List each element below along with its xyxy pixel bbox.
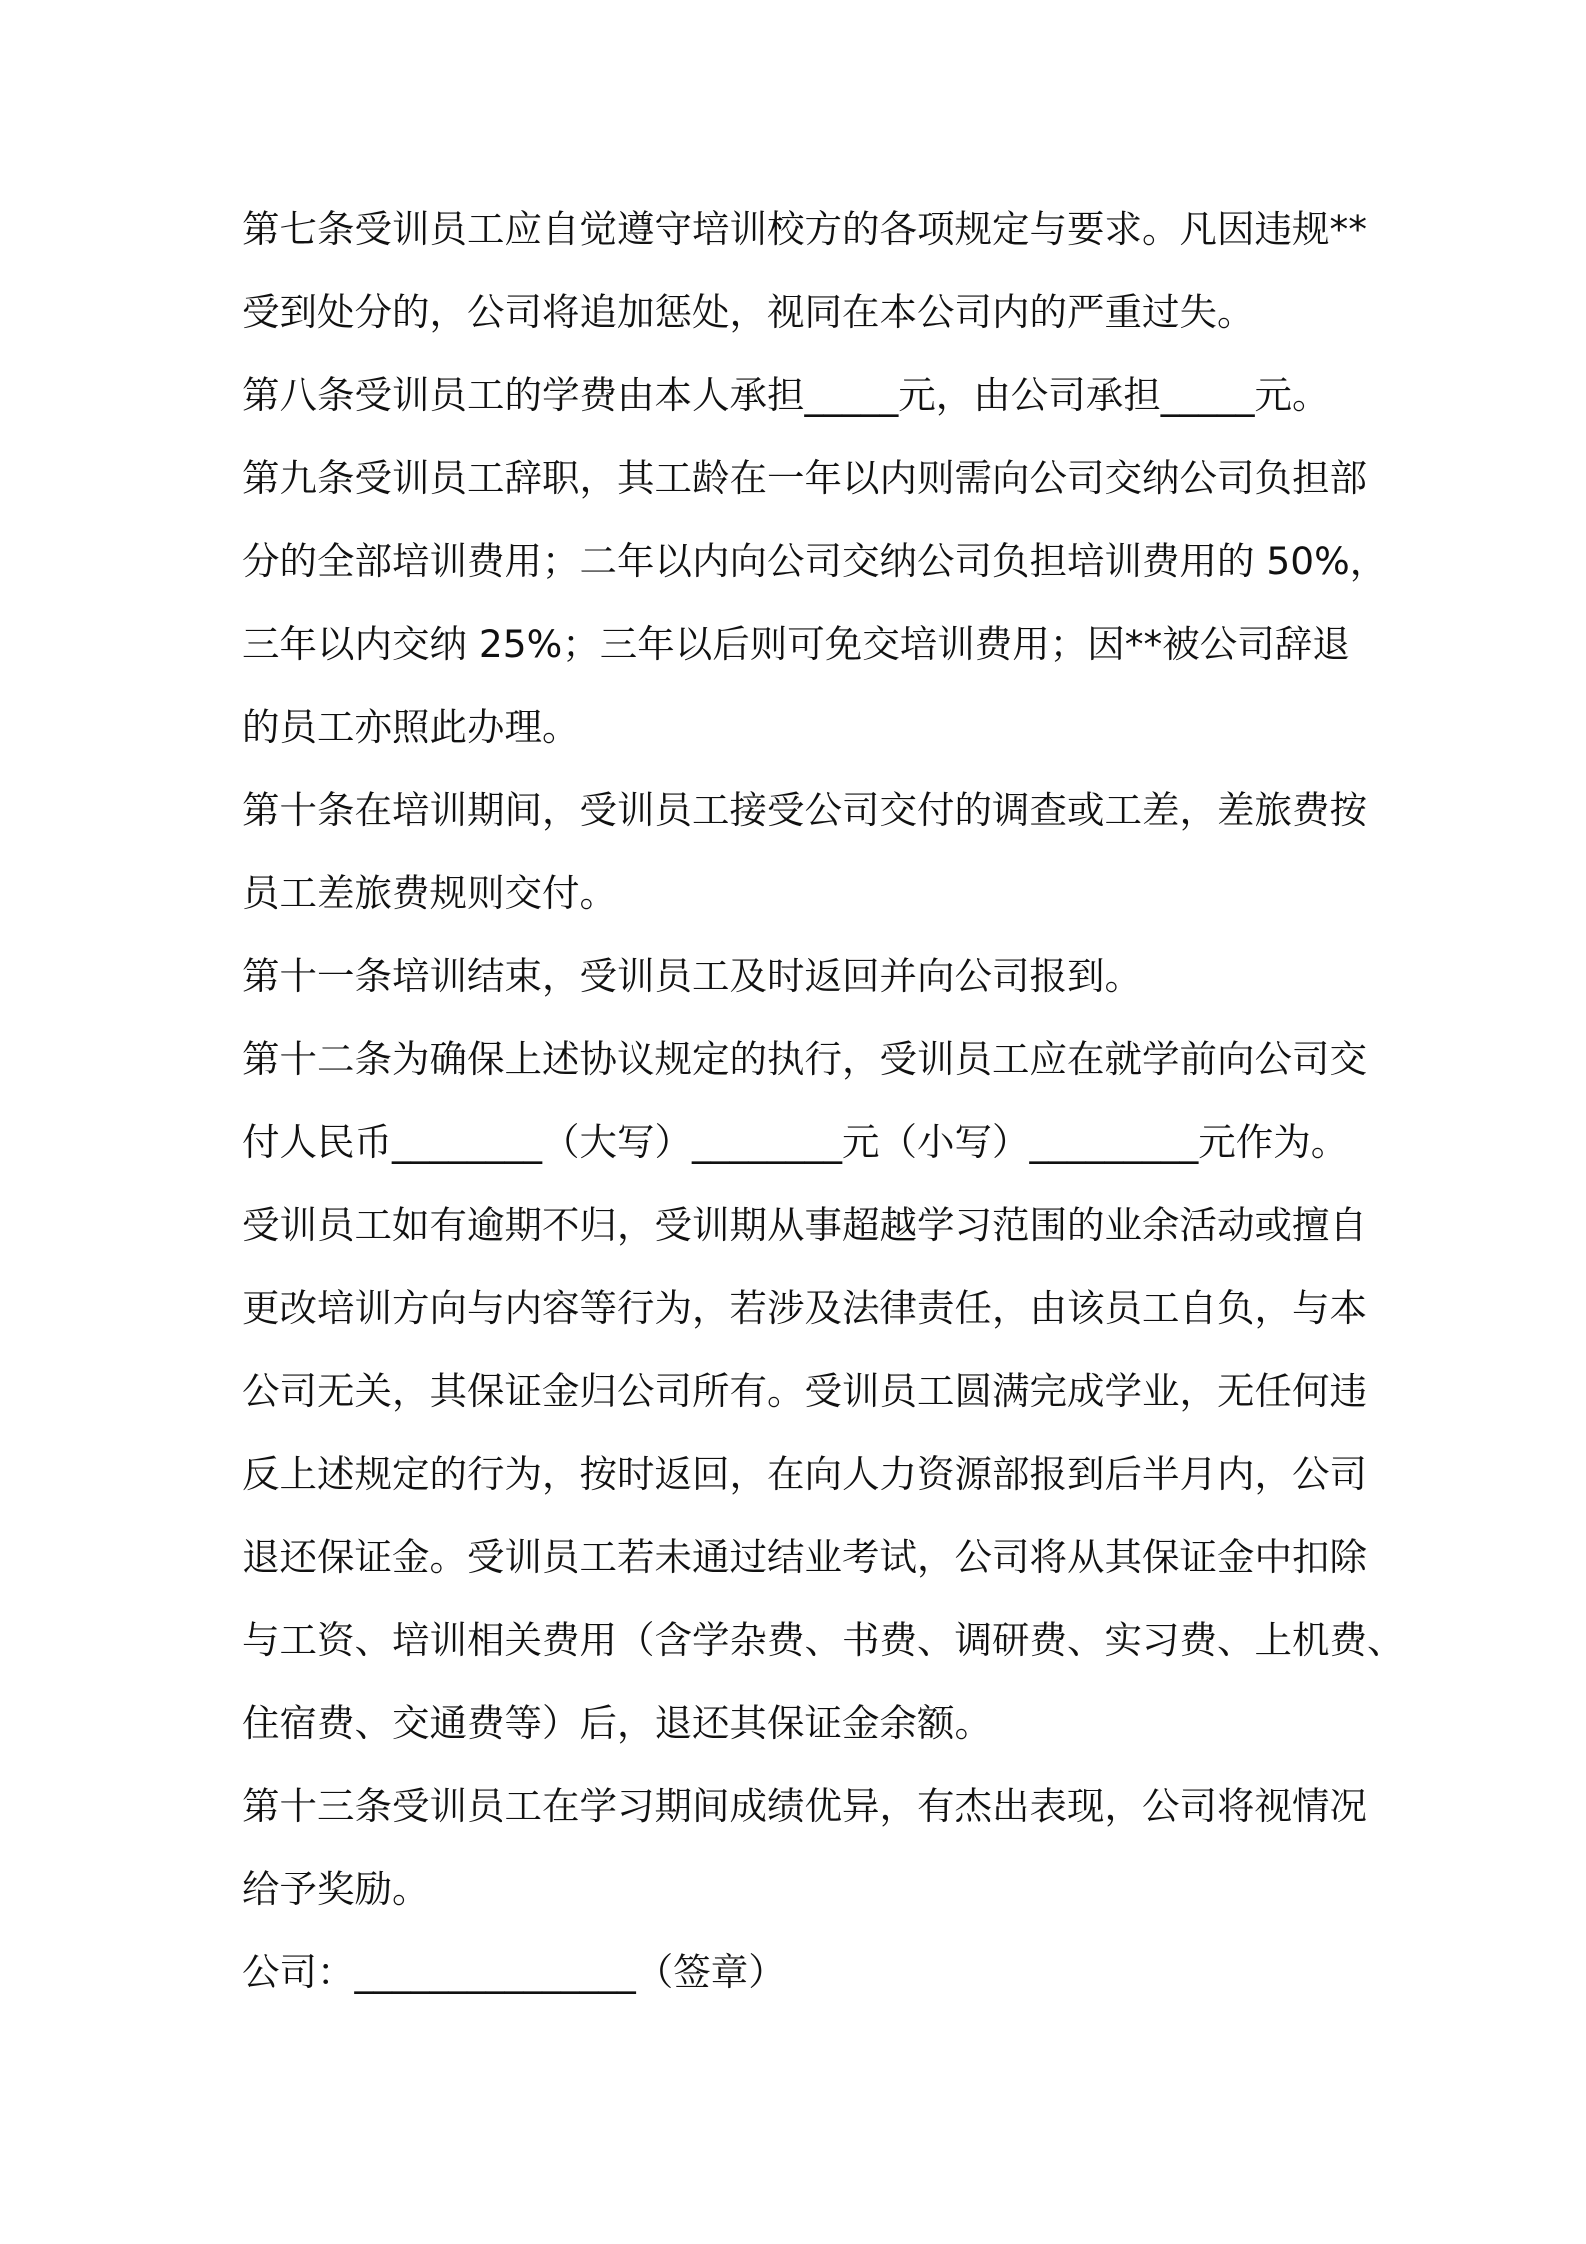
article-10-line-1: 第十条在培训期间，受训员工接受公司交付的调查或工差，差旅费按 [242,788,1367,832]
article-12-line-9: 住宿费、交通费等）后，退还其保证金余额。 [242,1701,992,1745]
article-9-line-1: 第九条受训员工辞职，其工龄在一年以内则需向公司交纳公司负担部 [242,456,1367,500]
article-7-line-1: 第七条受训员工应自觉遵守培训校方的各项规定与要求。凡因违规** [242,207,1367,251]
article-12-line-7: 退还保证金。受训员工若未通过结业考试，公司将从其保证金中扣除 [242,1535,1367,1579]
article-9-line-2: 分的全部培训费用；二年以内向公司交纳公司负担培训费用的 50%， [242,539,1388,583]
article-12-line-5: 公司无关，其保证金归公司所有。受训员工圆满完成学业，无任何违 [242,1369,1367,1413]
article-13-line-1: 第十三条受训员工在学习期间成绩优异，有杰出表现，公司将视情况 [242,1784,1367,1828]
article-13-line-2: 给予奖励。 [242,1867,430,1911]
company-signature-line: 公司：_______________（签章） [242,1950,786,1994]
article-10-line-2: 员工差旅费规则交付。 [242,871,617,915]
article-12-line-6: 反上述规定的行为，按时返回，在向人力资源部报到后半月内，公司 [242,1452,1367,1496]
article-8-line-1: 第八条受训员工的学费由本人承担_____元，由公司承担_____元。 [242,373,1330,417]
article-12-line-4: 更改培训方向与内容等行为，若涉及法律责任，由该员工自负，与本 [242,1286,1367,1330]
article-12-line-8: 与工资、培训相关费用（含学杂费、书费、调研费、实习费、上机费、 [242,1618,1405,1662]
article-12-line-2: 付人民币________（大写）________元（小写）_________元作为。 [242,1120,1349,1164]
article-9-line-3: 三年以内交纳 25%；三年以后则可免交培训费用；因**被公司辞退 [242,622,1350,666]
article-7-line-2: 受到处分的，公司将追加惩处，视同在本公司内的严重过失。 [242,290,1255,334]
article-9-line-4: 的员工亦照此办理。 [242,705,580,749]
article-12-line-1: 第十二条为确保上述协议规定的执行，受训员工应在就学前向公司交 [242,1037,1367,1081]
article-12-line-3: 受训员工如有逾期不归，受训期从事超越学习范围的业余活动或擅自 [242,1203,1367,1247]
article-11-line-1: 第十一条培训结束，受训员工及时返回并向公司报到。 [242,954,1142,998]
